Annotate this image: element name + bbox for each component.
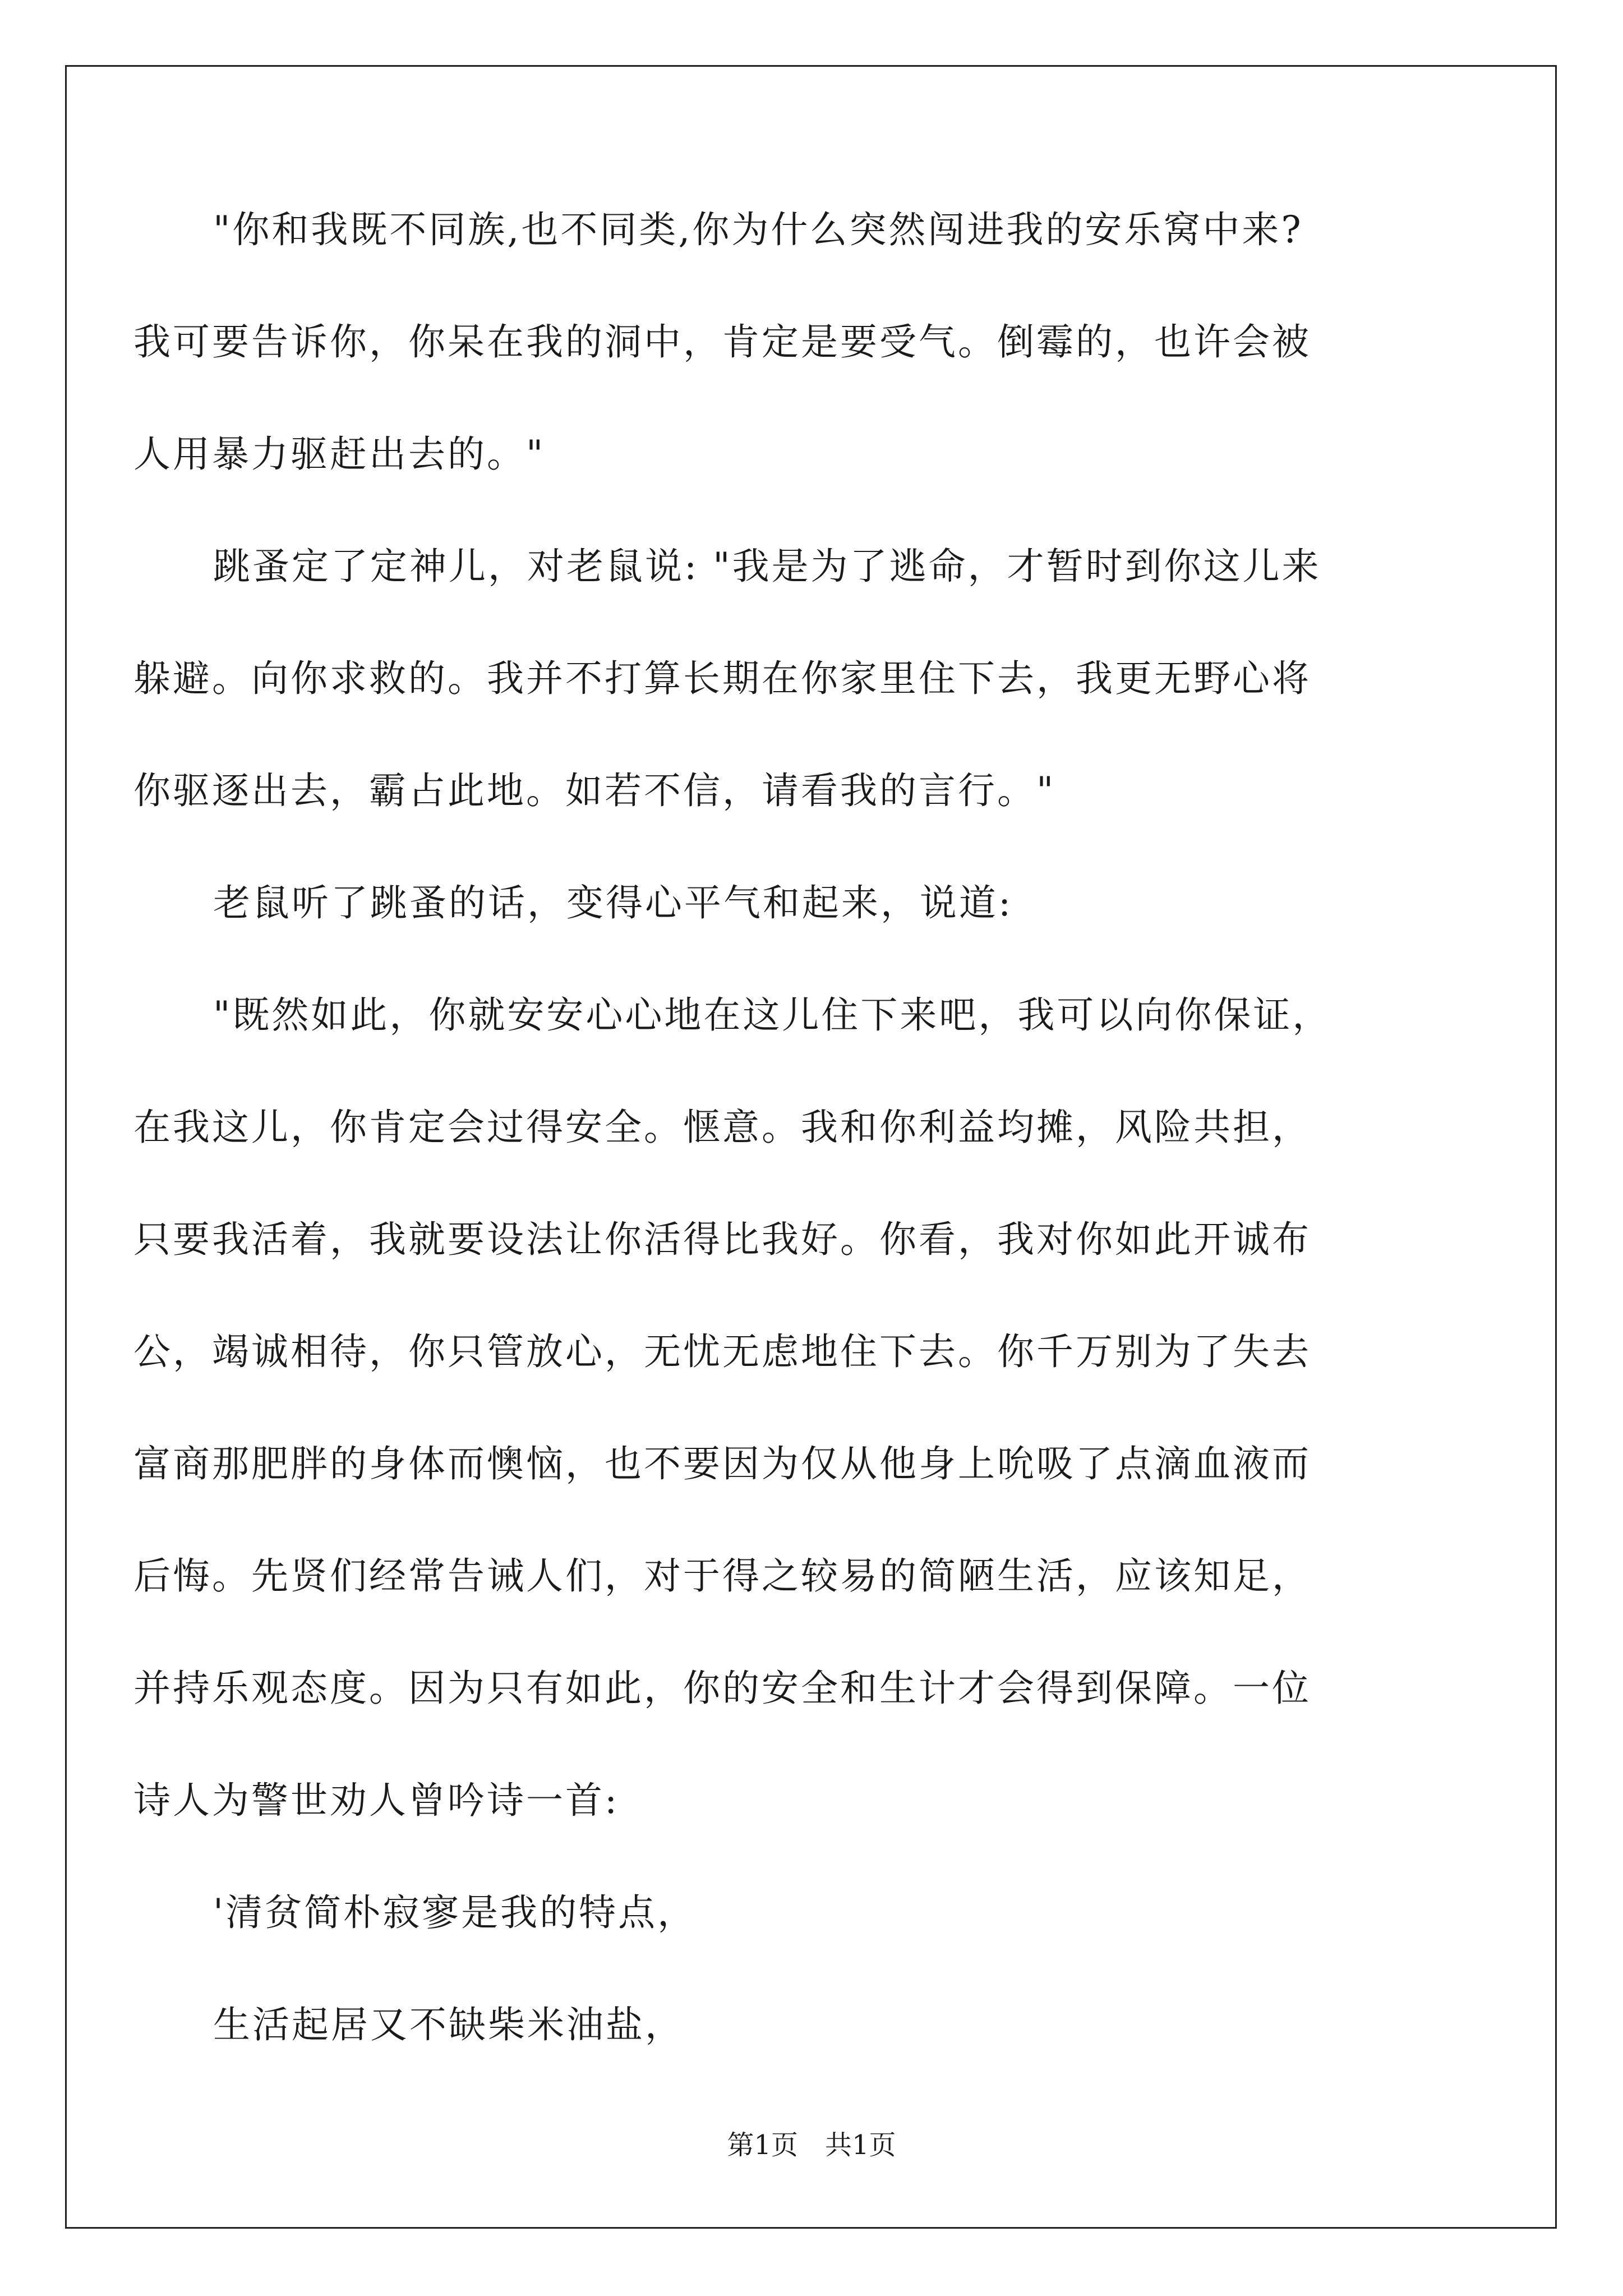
- text-line: 富商那肥胖的身体而懊恼，也不要因为仅从他身上吮吸了点滴血液而: [133, 1442, 1311, 1485]
- text-line: 你驱逐出去，霸占此地。如若不信，请看我的言行。": [133, 769, 1056, 812]
- text-line: 跳蚤定了定神儿，对老鼠说: "我是为了逃命，才暂时到你这儿来: [213, 545, 1321, 588]
- text-line: 在我这儿，你肯定会过得安全。惬意。我和你利益均摊，风险共担，: [133, 1106, 1311, 1149]
- text-line: 诗人为警世劝人曾吟诗一首:: [133, 1779, 620, 1822]
- text-line: 后悔。先贤们经常告诫人们，对于得之较易的简陋生活，应该知足，: [133, 1554, 1311, 1598]
- text-line: 并持乐观态度。因为只有如此，你的安全和生计才会得到保障。一位: [133, 1667, 1311, 1710]
- document-body: [133, 202, 1468, 2109]
- text-line: 生活起居又不缺柴米油盐，: [213, 2003, 684, 2046]
- text-line: 人用暴力驱赶出去的。": [133, 432, 546, 476]
- text-line: '清贫简朴寂寥是我的特点，: [213, 1891, 697, 1934]
- text-line: "你和我既不同族,也不同类,你为什么突然闯进我的安乐窝中来?: [213, 208, 1303, 251]
- text-line: 老鼠听了跳蚤的话，变得心平气和起来，说道:: [213, 881, 1013, 924]
- text-line: 公，竭诚相待，你只管放心，无忧无虑地住下去。你千万别为了失去: [133, 1330, 1311, 1373]
- text-line: 我可要告诉你，你呆在我的洞中，肯定是要受气。倒霉的，也许会被: [133, 320, 1311, 364]
- page-footer: 第1页 共1页: [727, 2129, 896, 2161]
- text-line: 躲避。向你求救的。我并不打算长期在你家里住下去，我更无野心将: [133, 657, 1311, 700]
- text-line: 只要我活着，我就要设法让你活得比我好。你看，我对你如此开诚布: [133, 1218, 1311, 1261]
- text-line: "既然如此，你就安安心心地在这儿住下来吧，我可以向你保证，: [213, 993, 1332, 1037]
